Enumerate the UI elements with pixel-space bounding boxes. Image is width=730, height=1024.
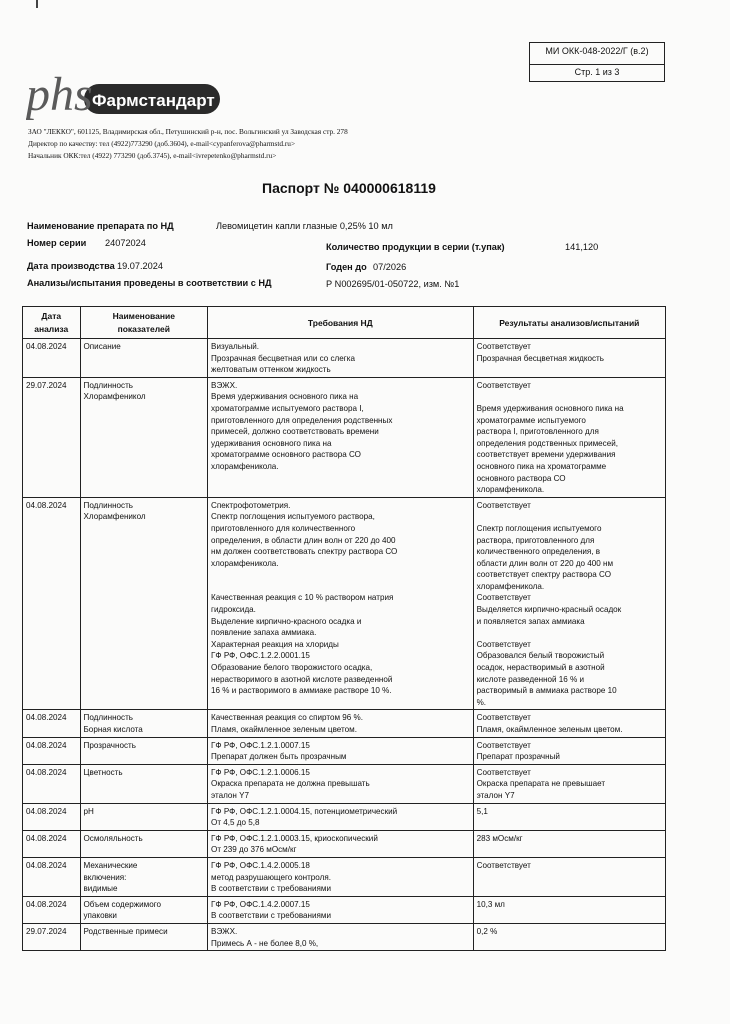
cell-indicator: Родственные примеси [80,923,208,950]
quantity-label: Количество продукции в серии (т.упак) [326,242,505,252]
cell-result: Соответствует Время удерживания основного пика на хроматограмме испытуемого раствора I, приготовленного для определения родственных примесей, соответствует времени удерживания основного пика на хроматограмме основного раствора СО хлорамфеникола. [473,377,665,497]
drug-name-value: Левомицетин капли глазные 0,25% 10 мл [216,221,393,231]
series-label: Номер серии [27,238,87,248]
cell-result: Соответствует Препарат прозрачный [473,737,665,764]
cell-date: 04.08.2024 [23,764,81,803]
document-code-box [529,42,665,82]
cell-indicator: pH [80,803,208,830]
cell-result: Соответствует Прозрачная бесцветная жидкость [473,339,665,378]
cell-date: 29.07.2024 [23,377,81,497]
table-row [23,377,666,497]
cell-requirement: ГФ РФ, ОФС.1.2.1.0007.15 Препарат должен быть прозрачным [208,737,474,764]
cell-requirement: ГФ РФ, ОФС.1.4.2.0007.15 В соответствии с требованиями [208,896,474,923]
header-requirements: Требования НД [208,307,474,339]
cell-result: Соответствует [473,857,665,896]
cell-indicator: Осмоляльность [80,830,208,857]
cell-requirement: ВЭЖХ. Время удерживания основного пика на хроматограмме испытуемого раствора I, приготовленного для определения родственных примесей, должно соответствовать времени удерживания основного пика на хроматограмме основного раствора СО хлорамфеникола. [208,377,474,497]
cell-result: Соответствует Спектр поглощения испытуемого раствора, приготовленного для количественного определения, в области длин волн от 220 до 400 нм соответствует спектру раствора СО хлорамфеникола. Соответствует Выделяется кирпично-красный осадок и появляется запах аммиака Соответствует Образовался белый творожистый осадок, нерастворимый в азотной кислоте разведенной 16 % и растворимый в аммиака растворе 10 %. [473,497,665,710]
analysis-table [22,306,666,951]
logo-mark: phs [26,70,93,121]
quality-director-contact: Директор по качеству: тел (4922)773290 (доб.3604), e-mail<cypanferova@pharmstd.ru> [28,139,296,148]
page-title: Паспорт № 040000618119 [262,180,436,196]
page-number: Стр. 1 из 3 [530,64,664,77]
header-indicator: Наименование показателей [80,307,208,339]
cell-result: Соответствует Окраска препарата не превышает эталон Y7 [473,764,665,803]
cell-requirement: Визуальный. Прозрачная бесцветная или со слегка желтоватым оттенком жидкость [208,339,474,378]
table-row [23,710,666,737]
cell-date: 04.08.2024 [23,830,81,857]
cell-requirement: ГФ РФ, ОФС.1.2.1.0006.15 Окраска препарата не должна превышать эталон Y7 [208,764,474,803]
cell-requirement: ГФ РФ, ОФС.1.2.1.0003.15, криоскопический От 239 до 376 мОсм/кг [208,830,474,857]
cell-requirement: ВЭЖХ. Примесь А - не более 8,0 %, [208,923,474,950]
cell-requirement: Спектрофотометрия. Спектр поглощения испытуемого раствора, приготовленного для количественного определения, в области длин волн от 220 до 400 нм должен соответствовать спектру раствора СО хлорамфеникола. Качественная реакция с 10 % раствором натрия гидроксида. Выделение кирпично-красного осадка и появление запаха аммиака. Характерная реакция на хлориды ГФ РФ, ОФС.1.2.2.0001.15 Образование белого творожистого осадка, нерастворимого в азотной кислоте разведенной 16 % и растворимого в аммиаке растворе 10 %. [208,497,474,710]
table-row [23,830,666,857]
cell-requirement: ГФ РФ, ОФС.1.2.1.0004.15, потенциометрический От 4,5 до 5,8 [208,803,474,830]
cell-requirement: Качественная реакция со спиртом 96 %. Пламя, окаймленное зеленым цветом. [208,710,474,737]
cell-indicator: Описание [80,339,208,378]
table-row [23,339,666,378]
table-row [23,737,666,764]
cell-indicator: Прозрачность [80,737,208,764]
series-value: 24072024 [105,238,146,248]
analysis-basis-value: Р N002695/01-050722, изм. №1 [326,279,460,289]
cell-indicator: Подлинность Борная кислота [80,710,208,737]
quantity-value: 141,120 [565,242,599,252]
cell-indicator: Подлинность Хлорамфеникол [80,377,208,497]
cell-indicator: Подлинность Хлорамфеникол [80,497,208,710]
table-row [23,497,666,710]
cell-date: 29.07.2024 [23,923,81,950]
pharmstandard-logo [26,70,222,124]
header-results: Результаты анализов/испытаний [473,307,665,339]
header-date: Дата анализа [23,307,81,339]
cell-result: 10,3 мл [473,896,665,923]
qc-head-contact: Начальник ОКК:тел (4922) 773290 (доб.3745), e-mail<ivrepetenko@pharmstd.ru> [28,151,277,160]
table-row [23,857,666,896]
cell-indicator: Объем содержимого упаковки [80,896,208,923]
scan-mark [36,0,38,8]
cell-date: 04.08.2024 [23,710,81,737]
expiry-value: 07/2026 [373,262,407,272]
cell-date: 04.08.2024 [23,737,81,764]
table-header-row [23,307,666,339]
company-address: ЗАО "ЛЕККО", 601125, Владимирская обл., Петушинский р-н, пос. Вольгинский ул Заводская стр. 278 [28,127,348,136]
cell-indicator: Цветность [80,764,208,803]
cell-result: Соответствует Пламя, окаймленное зеленым цветом. [473,710,665,737]
logo-graphic [26,70,222,124]
cell-date: 04.08.2024 [23,497,81,710]
table-row [23,896,666,923]
cell-date: 04.08.2024 [23,339,81,378]
cell-result: 283 мОсм/кг [473,830,665,857]
cell-indicator: Механические включения: видимые [80,857,208,896]
drug-name-label: Наименование препарата по НД [27,221,174,231]
document-code: МИ ОКК-048-2022/Г (в.2) [545,46,649,56]
expiry-label: Годен до [326,262,367,272]
cell-date: 04.08.2024 [23,857,81,896]
production-date-label: Дата производства [27,261,115,271]
cell-requirement: ГФ РФ, ОФС.1.4.2.0005.18 метод разрушающего контроля. В соответствии с требованиями [208,857,474,896]
cell-date: 04.08.2024 [23,896,81,923]
cell-result: 5,1 [473,803,665,830]
table-row [23,923,666,950]
company-info [28,126,348,162]
cell-date: 04.08.2024 [23,803,81,830]
production-date-value: 19.07.2024 [117,261,163,271]
logo-name: Фармстандарт [92,91,215,110]
analysis-basis-label: Анализы/испытания проведены в соответствии с НД [27,278,272,288]
table-row [23,803,666,830]
cell-result: 0,2 % [473,923,665,950]
table-row [23,764,666,803]
